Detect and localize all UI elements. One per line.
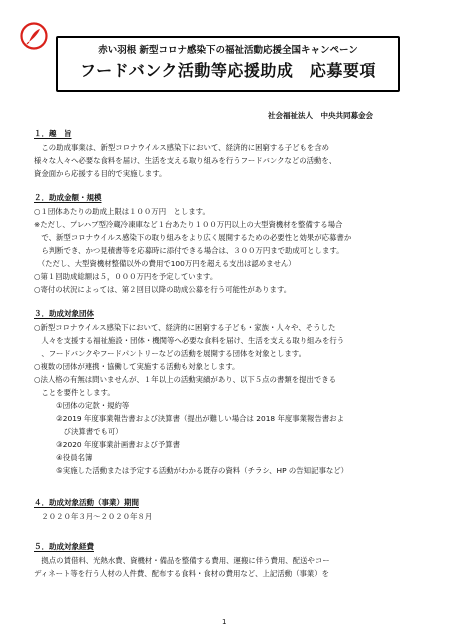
section-3-line-10: ③2020 年度事業計画書および予算書 bbox=[34, 440, 181, 449]
section-3-line-2: 人々を支援する福祉施設・団体・機関等へ必要な食料を届け、生活を支える取り組みを行う bbox=[34, 336, 345, 345]
section-3-line-4: ○複数の団体が連携・協働して実施する活動も対象とします。 bbox=[34, 362, 240, 371]
section-1-heading: １．趣 旨 bbox=[34, 129, 72, 138]
campaign-subtitle: 赤い羽根 新型コロナ感染下の福祉活動応援全国キャンペーン bbox=[98, 45, 358, 56]
section-2-line-4: ら判断でき、かつ見積書等を応募時に添付できる場合は、３００万円まで助成可とします。 bbox=[34, 246, 344, 255]
section-4-line-1: ２０２０年３月～２０２０年８月 bbox=[34, 512, 153, 521]
section-3-line-9: び決算書でも可） bbox=[34, 427, 123, 436]
section-3-line-6: ことを要件とします。 bbox=[34, 388, 115, 397]
section-3-line-5: ○法人格の有無は問いませんが、１年以上の活動実績があり、以下５点の書類を提出できる bbox=[34, 375, 337, 384]
section-5-line-1: 拠点の賃借料、光熱水費、資機材・備品を整備する費用、運搬に伴う費用、配送やコー bbox=[34, 556, 330, 565]
section-2-line-1: ○１団体あたりの助成上限は１００万円 とします。 bbox=[34, 207, 210, 216]
section-2-line-7: ○寄付の状況によっては、第２回目以降の助成公募を行う可能性があります。 bbox=[34, 285, 292, 294]
section-2-line-3: で、新型コロナウイルス感染下の取り組みをより広く展開するための必要性と効果が応募書か bbox=[34, 233, 352, 242]
organization-name: 社会福祉法人 中央共同募金会 bbox=[268, 111, 373, 120]
section-3-line-12: ⑤実施した活動または予定する活動がわかる既存の資料（チラシ、HP の告知記事など） bbox=[34, 466, 349, 475]
section-5-line-2: ディネート等を行う人材の人件費、配布する食料・食材の費用など、上記活動（事業）を bbox=[34, 569, 330, 578]
section-1-line-3: 資金面から応援する目的で実施します。 bbox=[34, 169, 167, 178]
section-3-line-1: ○新型コロナウイルス感染下において、経済的に困窮する子ども・家族・人々や、そうした bbox=[34, 323, 336, 332]
red-feather-logo bbox=[20, 22, 48, 50]
section-2-line-2: ※ただし、プレハブ型冷蔵冷凍庫など１台あたり１００万円以上の大型資機材を整備する場合 bbox=[34, 220, 343, 229]
section-1-line-2: 様々な人々へ必要な食料を届け、生活を支える取り組みを行うフードバンクなどの活動を、 bbox=[34, 156, 337, 165]
section-2-line-5: （ただし、大型資機材整備以外の費用で100万円を超える支出は認めません） bbox=[34, 259, 296, 268]
document-title: フードバンク活動等応援助成 応募要項 bbox=[80, 61, 376, 80]
section-3-line-11: ④役員名簿 bbox=[34, 453, 93, 462]
section-5-heading: ５．助成対象経費 bbox=[34, 542, 94, 551]
section-3-line-7: ①団体の定款・規約等 bbox=[34, 401, 130, 410]
section-1-line-1: この助成事業は、新型コロナウイルス感染下において、経済的に困窮する子どもを含め bbox=[34, 143, 330, 152]
page-number: 1 bbox=[222, 618, 227, 626]
section-3-heading: ３．助成対象団体 bbox=[34, 309, 94, 318]
section-3-line-8: ②2019 年度事業報告書および決算書（提出が難しい場合は 2018 年度事業報告書およ bbox=[34, 414, 344, 423]
section-3-line-3: 、フードバンクやフードパントリーなどの活動を展開する団体を対象とします。 bbox=[34, 349, 306, 358]
section-2-heading: ２．助成金額・規模 bbox=[34, 193, 102, 202]
section-4-heading: ４．助成対象活動（事業）期間 bbox=[34, 498, 139, 507]
section-2-line-6: ○第１回助成総額は５，０００万円を予定しています。 bbox=[34, 272, 218, 281]
